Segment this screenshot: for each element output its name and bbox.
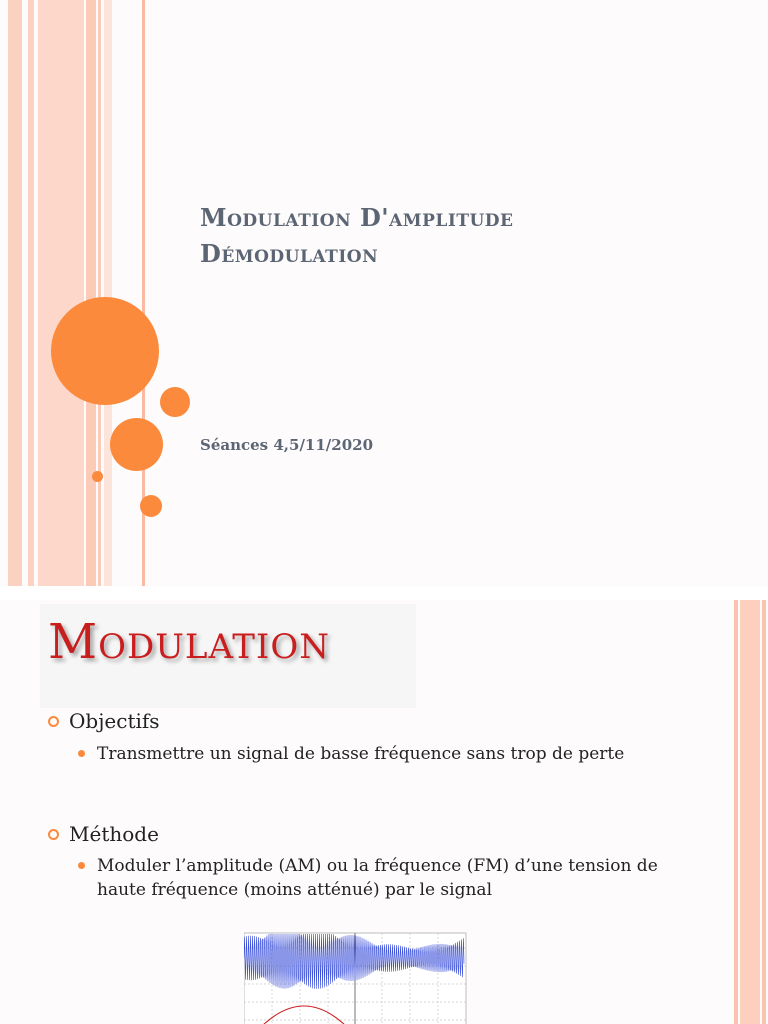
slide-title: Modulation xyxy=(48,614,330,670)
bullet-label: Méthode xyxy=(69,822,159,846)
title-line-1: Modulation D'amplitude xyxy=(200,203,514,232)
sub-bullet xyxy=(78,854,687,902)
decor-stripe xyxy=(86,0,96,586)
sub-bullet-text: Moduler l’amplitude (AM) ou la fréquence (FM) d’une tension de haute fréquence (moins atténué) par le signal xyxy=(97,856,658,900)
ring-bullet-icon xyxy=(48,716,59,727)
decor-stripe xyxy=(762,600,766,1024)
bullet-methode xyxy=(48,821,159,847)
decor-circle-medium xyxy=(110,418,163,471)
decor-stripe xyxy=(28,0,34,586)
decor-stripe xyxy=(98,0,101,586)
decor-stripe xyxy=(734,600,738,1024)
dot-bullet-icon xyxy=(78,862,85,869)
bullet-label: Objectifs xyxy=(69,709,160,733)
dot-bullet-icon xyxy=(78,750,85,757)
sub-bullet-text: Transmettre un signal de basse fréquence sans trop de perte xyxy=(97,744,625,764)
content-slide xyxy=(0,600,768,1024)
decor-circle-small-2 xyxy=(140,495,162,517)
bullet-objectifs xyxy=(48,708,160,734)
decor-circle-small xyxy=(160,387,190,417)
decor-circle-tiny xyxy=(92,471,103,482)
slide-title xyxy=(200,200,720,272)
decor-stripe xyxy=(38,0,84,586)
decor-stripe xyxy=(8,0,22,586)
decor-circle-large xyxy=(51,297,159,405)
title-line-2: Démodulation xyxy=(200,239,379,268)
slide-subtitle: Séances 4,5/11/2020 xyxy=(200,436,374,454)
decor-stripe xyxy=(104,0,112,586)
ring-bullet-icon xyxy=(48,829,59,840)
am-waveform-plot-icon xyxy=(244,930,468,1024)
sub-bullet xyxy=(78,742,687,766)
decor-stripe xyxy=(740,600,760,1024)
